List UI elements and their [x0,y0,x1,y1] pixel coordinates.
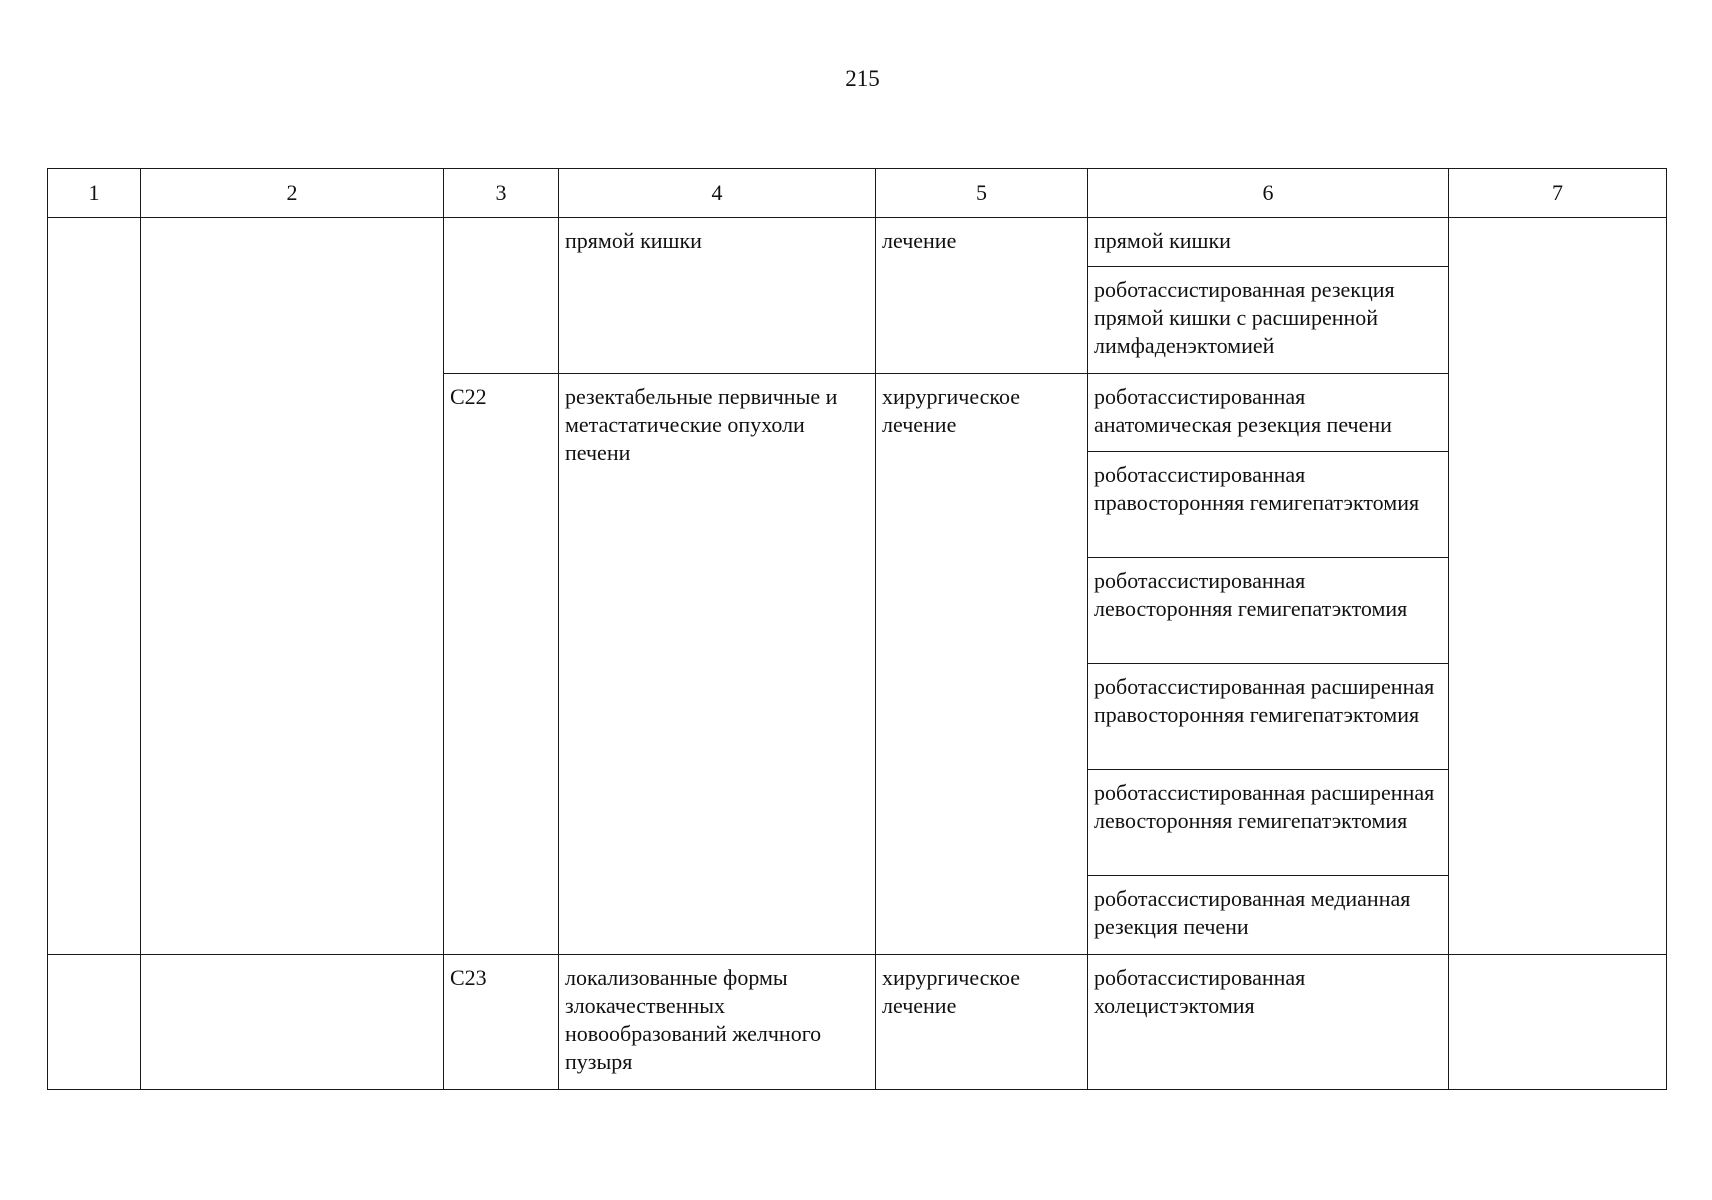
procedure-item: роботассистированная левосторонняя гемигепатэктомия [1088,558,1448,664]
procedure-item: роботассистированная холецистэктомия [1094,965,1306,1018]
column-number-2: 2 [141,169,444,218]
diagnosis-cell: прямой кишки [559,218,876,374]
procedure-item: роботассистированная резекция прямой кишки с расширенной лимфаденэктомией [1094,277,1395,358]
cell-col7-empty [1449,955,1667,1090]
procedure-item: прямой кишки [1088,218,1448,267]
procedure-item: роботассистированная расширенная правосторонняя гемигепатэктомия [1088,664,1448,770]
treatment-type-cell: лечение [876,218,1088,374]
page-number: 215 [845,66,880,91]
column-number-5: 5 [876,169,1088,218]
procedures-cell [1088,218,1449,374]
cell-col1-empty [48,955,141,1090]
procedures-cell [1088,955,1449,1090]
column-number-3: 3 [444,169,559,218]
icd-code-cell: C22 [444,374,559,955]
cell-col1-empty [48,218,141,955]
cell-col7-empty [1449,218,1667,955]
icd-code-cell [444,218,559,374]
treatment-type-cell: хирургическое лечение [876,955,1088,1090]
cell-col2-empty [141,955,444,1090]
header-row [48,169,1667,218]
column-number-4: 4 [559,169,876,218]
procedure-item: роботассистированная расширенная левосторонняя гемигепатэктомия [1088,770,1448,876]
procedures-cell [1088,374,1449,955]
icd-code-cell: C23 [444,955,559,1090]
table-row [48,955,1667,1090]
procedure-item: роботассистированная правосторонняя гемигепатэктомия [1088,452,1448,558]
procedure-item: роботассистированная медианная резекция печени [1094,886,1411,939]
column-number-7: 7 [1449,169,1667,218]
table-row [48,218,1667,374]
procedure-item: роботассистированная анатомическая резекция печени [1088,374,1448,452]
treatment-type-cell: хирургическое лечение [876,374,1088,955]
column-number-6: 6 [1088,169,1449,218]
column-number-1: 1 [48,169,141,218]
procedures-table [47,168,1667,1090]
diagnosis-cell: резектабельные первичные и метастатические опухоли печени [559,374,876,955]
diagnosis-cell: локализованные формы злокачественных новообразований желчного пузыря [559,955,876,1090]
cell-col2-empty [141,218,444,955]
